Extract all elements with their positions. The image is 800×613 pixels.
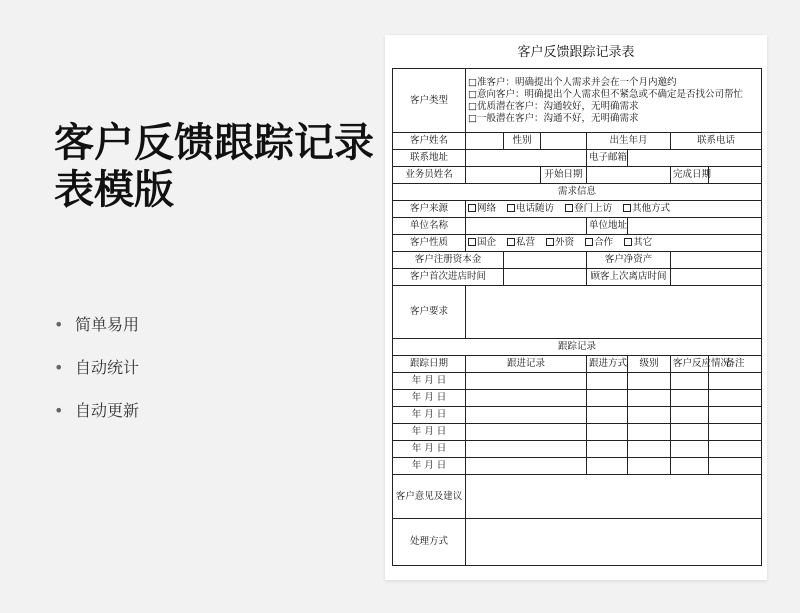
tracking-level-header: 级别 <box>628 356 671 373</box>
tracking-row <box>393 458 762 475</box>
salesperson-label: 业务员姓名 <box>393 167 466 184</box>
salesperson-field[interactable] <box>466 167 541 184</box>
customer-name-row <box>393 133 762 150</box>
tracking-level-field[interactable] <box>628 458 671 475</box>
registered-capital-field[interactable] <box>504 252 587 269</box>
tracking-section-row <box>393 339 762 356</box>
tracking-reaction-field[interactable] <box>671 424 709 441</box>
source-options <box>466 201 762 218</box>
checkbox-icon <box>507 238 515 246</box>
start-date-label: 开始日期 <box>541 167 587 184</box>
tracking-level-field[interactable] <box>628 424 671 441</box>
company-address-label: 单位地址 <box>587 218 628 235</box>
tracking-row <box>393 441 762 458</box>
tracking-level-field[interactable] <box>628 373 671 390</box>
nature-options <box>466 235 762 252</box>
demand-section-header: 需求信息 <box>393 184 762 201</box>
nature-option-other[interactable]: 其它 <box>624 237 652 248</box>
nature-label: 客户性质 <box>393 235 466 252</box>
tracking-reaction-header: 客户反应情况 <box>671 356 709 373</box>
checkbox-icon <box>623 204 631 212</box>
tracking-record-field[interactable] <box>466 407 587 424</box>
feature-item <box>54 314 139 357</box>
nature-option-joint[interactable]: 合作 <box>585 237 613 248</box>
customer-type-option[interactable]: □优质潜在客户：沟通较好，无明确需求 <box>468 100 639 112</box>
customer-type-options <box>466 69 762 133</box>
tracking-date-field[interactable]: 年 月 日 <box>393 407 466 424</box>
gender-field[interactable] <box>541 133 587 150</box>
tracking-reaction-field[interactable] <box>671 373 709 390</box>
feature-label: 自动更新 <box>75 401 140 420</box>
customer-name-label: 客户姓名 <box>393 133 466 150</box>
requirements-row <box>393 286 762 339</box>
feature-item <box>54 400 139 443</box>
tracking-level-field[interactable] <box>628 441 671 458</box>
tracking-level-field[interactable] <box>628 407 671 424</box>
tracking-date-field[interactable]: 年 月 日 <box>393 458 466 475</box>
first-visit-label: 客户首次进店时间 <box>393 269 504 286</box>
feature-label: 简单易用 <box>75 315 140 334</box>
tracking-notes-field[interactable] <box>709 390 762 407</box>
form-paper <box>385 35 767 580</box>
nature-option-private[interactable]: 私营 <box>507 237 535 248</box>
email-field[interactable] <box>628 150 762 167</box>
tracking-reaction-field[interactable] <box>671 441 709 458</box>
tracking-row <box>393 373 762 390</box>
phone-label: 联系电话 <box>671 133 762 150</box>
address-field[interactable] <box>466 150 587 167</box>
customer-type-option[interactable]: □意向客户：明确提出个人需求但不紧急或不确定是否找公司帮忙 <box>468 88 743 100</box>
tracking-notes-field[interactable] <box>709 458 762 475</box>
checkbox-icon <box>507 204 515 212</box>
tracking-record-field[interactable] <box>466 441 587 458</box>
tracking-row <box>393 407 762 424</box>
page-title: 客户反馈跟踪记录表模版 <box>54 120 374 213</box>
tracking-notes-field[interactable] <box>709 441 762 458</box>
tracking-method-field[interactable] <box>587 390 628 407</box>
birth-label: 出生年月 <box>587 133 671 150</box>
company-name-field[interactable] <box>466 218 587 235</box>
source-option-network[interactable]: 网络 <box>468 203 496 214</box>
tracking-notes-field[interactable] <box>709 373 762 390</box>
tracking-record-field[interactable] <box>466 390 587 407</box>
source-option-phone[interactable]: 电话随访 <box>507 203 554 214</box>
source-row <box>393 201 762 218</box>
tracking-notes-header: 备注 <box>709 356 762 373</box>
net-assets-field[interactable] <box>671 252 762 269</box>
opinions-row <box>393 475 762 519</box>
bullet-icon: • <box>54 315 64 334</box>
tracking-date-field[interactable]: 年 月 日 <box>393 424 466 441</box>
checkbox-icon <box>468 238 476 246</box>
last-visit-field[interactable] <box>671 269 762 286</box>
start-date-field[interactable] <box>587 167 671 184</box>
tracking-reaction-field[interactable] <box>671 458 709 475</box>
checkbox-icon <box>585 238 593 246</box>
address-label: 联系地址 <box>393 150 466 167</box>
email-label: 电子邮箱 <box>587 150 628 167</box>
company-name-label: 单位名称 <box>393 218 466 235</box>
checkbox-icon <box>468 204 476 212</box>
capital-row <box>393 252 762 269</box>
checkbox-icon <box>624 238 632 246</box>
tracking-section-header: 跟踪记录 <box>393 339 762 356</box>
feature-label: 自动统计 <box>75 358 140 377</box>
source-option-other[interactable]: 其他方式 <box>623 203 670 214</box>
handling-row <box>393 519 762 566</box>
net-assets-label: 客户净资产 <box>587 252 671 269</box>
tracking-record-header: 跟进记录 <box>466 356 587 373</box>
tracking-method-header: 跟进方式 <box>587 356 628 373</box>
first-visit-field[interactable] <box>504 269 587 286</box>
tracking-method-field[interactable] <box>587 424 628 441</box>
customer-name-field[interactable] <box>466 133 504 150</box>
requirements-field[interactable] <box>466 286 762 339</box>
tracking-date-header: 跟踪日期 <box>393 356 466 373</box>
tracking-notes-field[interactable] <box>709 424 762 441</box>
tracking-row <box>393 390 762 407</box>
customer-type-label: 客户类型 <box>393 69 466 133</box>
bullet-icon: • <box>54 401 64 420</box>
tracking-notes-field[interactable] <box>709 407 762 424</box>
feedback-form-table <box>392 68 762 566</box>
tracking-method-field[interactable] <box>587 441 628 458</box>
tracking-date-field[interactable]: 年 月 日 <box>393 390 466 407</box>
address-row <box>393 150 762 167</box>
opinions-field[interactable] <box>466 475 762 519</box>
bullet-icon: • <box>54 358 64 377</box>
tracking-record-field[interactable] <box>466 458 587 475</box>
company-address-field[interactable] <box>628 218 762 235</box>
tracking-record-field[interactable] <box>466 373 587 390</box>
salesperson-row <box>393 167 762 184</box>
customer-type-row <box>393 69 762 133</box>
tracking-record-field[interactable] <box>466 424 587 441</box>
end-date-label: 完成日期 <box>671 167 709 184</box>
tracking-reaction-field[interactable] <box>671 407 709 424</box>
tracking-reaction-field[interactable] <box>671 390 709 407</box>
customer-type-option[interactable]: □准客户：明确提出个人需求并会在一个月内邀约 <box>468 76 677 88</box>
form-title: 客户反馈跟踪记录表 <box>517 45 635 60</box>
tracking-level-field[interactable] <box>628 390 671 407</box>
feature-list <box>54 314 139 443</box>
end-date-field[interactable] <box>709 167 762 184</box>
demand-section-row <box>393 184 762 201</box>
tracking-header-row <box>393 356 762 373</box>
last-visit-label: 顾客上次离店时间 <box>587 269 671 286</box>
handling-label: 处理方式 <box>393 519 466 566</box>
visit-time-row <box>393 269 762 286</box>
nature-row <box>393 235 762 252</box>
source-option-visit[interactable]: 登门上访 <box>565 203 612 214</box>
nature-option-state[interactable]: 国企 <box>468 237 496 248</box>
source-label: 客户来源 <box>393 201 466 218</box>
tracking-method-field[interactable] <box>587 458 628 475</box>
tracking-method-field[interactable] <box>587 407 628 424</box>
opinions-label: 客户意见及建议 <box>393 475 466 519</box>
registered-capital-label: 客户注册资本金 <box>393 252 504 269</box>
tracking-date-field[interactable]: 年 月 日 <box>393 373 466 390</box>
nature-option-foreign[interactable]: 外资 <box>546 237 574 248</box>
customer-type-option[interactable]: □一般潜在客户：沟通不好，无明确需求 <box>468 112 639 124</box>
tracking-row <box>393 424 762 441</box>
checkbox-icon <box>565 204 573 212</box>
checkbox-icon <box>546 238 554 246</box>
requirements-label: 客户要求 <box>393 286 466 339</box>
feature-item <box>54 357 139 400</box>
company-row <box>393 218 762 235</box>
gender-label: 性别 <box>504 133 541 150</box>
tracking-date-field[interactable]: 年 月 日 <box>393 441 466 458</box>
handling-field[interactable] <box>466 519 762 566</box>
tracking-method-field[interactable] <box>587 373 628 390</box>
